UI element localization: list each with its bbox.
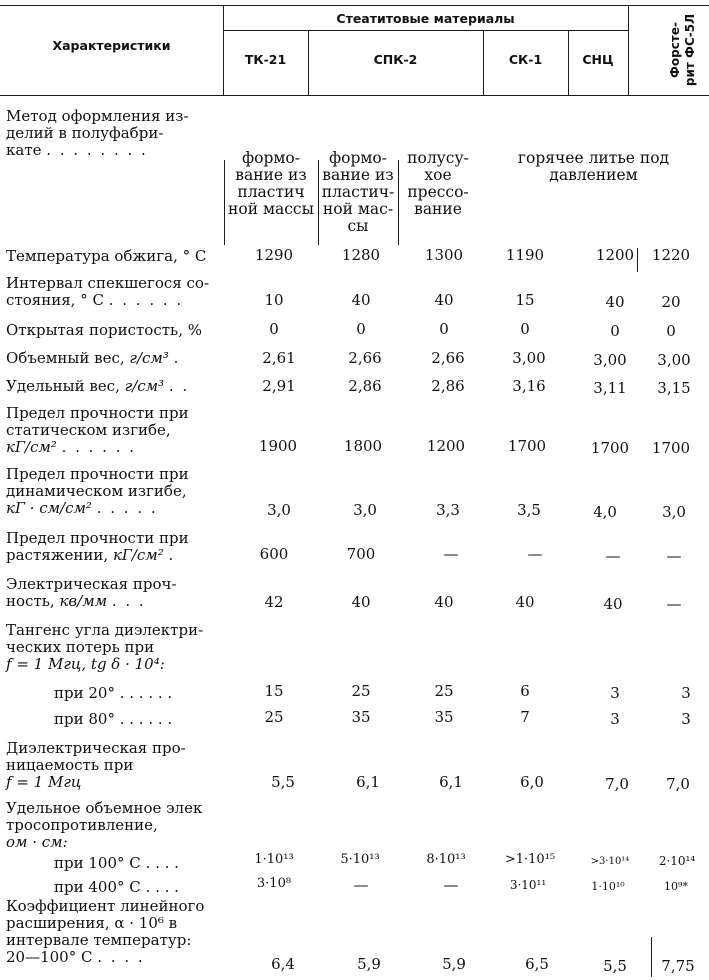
row-15-snc: 1·10¹⁰: [591, 880, 625, 893]
top-rule: [0, 5, 709, 6]
row-3-spk2-b: 2,66: [431, 349, 465, 367]
row-7-spk2-b: —: [443, 545, 459, 563]
label-dynamic-bending: Предел прочности при динамическом изгибе, кГ · см/см² . . . . .: [6, 465, 189, 517]
row-10-sk1: 6: [520, 682, 530, 700]
row-15-fs5l: 10⁹*: [664, 880, 688, 893]
row-12-spk2-a: 6,1: [356, 773, 380, 791]
row-12-spk2-b: 6,1: [439, 773, 463, 791]
row-12-snc: 7,0: [605, 775, 629, 793]
row-5-spk2-b: 1200: [426, 437, 466, 455]
label-static-bending: Предел прочности при статическом изгибе, кГ/см² . . . . . .: [6, 404, 189, 456]
row-4-spk2-b: 2,86: [431, 377, 465, 395]
row-15-sk1: 3·10¹¹: [509, 878, 547, 892]
row-16-spk2-b: 5,9: [442, 955, 466, 973]
row-16-fs5l: 7,75: [661, 957, 695, 975]
row-1-spk2-b: 40: [434, 291, 454, 309]
row-7-fs5l: —: [666, 547, 682, 565]
row-10-snc: 3: [610, 684, 620, 702]
row-0-tk21: 1290: [254, 246, 294, 264]
row-12-tk21: 5,5: [271, 773, 295, 791]
row-7-tk21: 600: [259, 545, 289, 563]
label-porosity: Открытая пористость, %: [6, 321, 202, 339]
row-10-spk2-a: 25: [351, 682, 371, 700]
row-3-spk2-a: 2,66: [348, 349, 382, 367]
label-firing-temp: Температура обжига, ° С: [6, 247, 207, 265]
method-tk21: формо- вание из пластич ной массы: [228, 149, 314, 218]
row-10-spk2-b: 25: [434, 682, 454, 700]
row-0-sk1: 1190: [505, 246, 545, 264]
row-8-fs5l: —: [666, 595, 682, 613]
row-8-tk21: 42: [264, 593, 284, 611]
row-10-tk21: 15: [264, 682, 284, 700]
label-tan-80: при 80° . . . . . .: [54, 710, 173, 728]
row-16-sk1: 6,5: [525, 955, 549, 973]
label-tan-20: при 20° . . . . . .: [54, 684, 173, 702]
row-1-snc: 40: [605, 293, 625, 311]
row-15-spk2-b: —: [443, 876, 459, 894]
row-16-snc: 5,5: [603, 957, 627, 975]
header-col-tk21: ТК-21: [244, 52, 287, 67]
header-characteristics: Характеристики: [52, 38, 171, 53]
label-electric-strength: Электрическая проч- ность, кв/мм . . .: [6, 575, 177, 610]
row-14-snc: >3·10¹⁴: [590, 856, 630, 867]
row-14-sk1: >1·10¹⁵: [504, 852, 556, 867]
row-5-spk2-a: 1800: [343, 437, 383, 455]
row-0-spk2-b: 1300: [424, 246, 464, 264]
method-spk2-drypress: полусу- хое прессо- вание: [407, 149, 469, 218]
row-0-spk2-a: 1280: [341, 246, 381, 264]
row-8-spk2-a: 40: [351, 593, 371, 611]
row-0-snc: 1200: [595, 246, 635, 264]
label-resistivity: Удельное объемное элек тросопротивление, ом · см:: [6, 799, 203, 851]
row-2-fs5l: 0: [666, 322, 676, 340]
row-14-fs5l: 2·10¹⁴: [658, 854, 696, 868]
label-permittivity: Диэлектрическая про- ницаемость при f = 1 Мгц: [6, 739, 186, 791]
label-loss-tangent: Тангенс угла диэлектри- ческих потерь при f = 1 Мгц, tg δ · 10⁴:: [6, 621, 204, 673]
row-8-spk2-b: 40: [434, 593, 454, 611]
row-0-fs5l: 1220: [651, 246, 691, 264]
row-8-sk1: 40: [515, 593, 535, 611]
row-11-snc: 3: [610, 710, 620, 728]
row-6-tk21: 3,0: [267, 501, 291, 519]
row-12-fs5l: 7,0: [666, 775, 690, 793]
row-16-tk21: 6,4: [271, 955, 295, 973]
row-11-spk2-b: 35: [434, 708, 454, 726]
method-hot-casting: горячее литье под давлением: [517, 149, 670, 184]
row-15-spk2-a: —: [353, 876, 369, 894]
label-res-400: при 400° С . . . .: [54, 878, 179, 896]
label-tensile: Предел прочности при растяжении, кГ/см² .: [6, 529, 189, 564]
label-bulk-density: Объемный вес, г/см³ .: [6, 349, 181, 367]
row-1-sk1: 15: [515, 291, 535, 309]
row-3-sk1: 3,00: [512, 349, 546, 367]
row-3-fs5l: 3,00: [657, 351, 691, 369]
row-14-spk2-b: 8·10¹³: [426, 852, 466, 867]
row-6-spk2-a: 3,0: [353, 501, 377, 519]
header-col-spk2: СПК-2: [373, 52, 418, 67]
row-7-snc: —: [605, 547, 621, 565]
row-4-fs5l: 3,15: [657, 379, 691, 397]
method-spk2-plastic: формо- вание из пластич- ной мас- сы: [321, 149, 395, 235]
row-5-sk1: 1700: [507, 437, 547, 455]
row-4-snc: 3,11: [593, 379, 627, 397]
header-col-snc: СНЦ: [582, 52, 614, 67]
row-7-sk1: —: [527, 545, 543, 563]
row-14-spk2-a: 5·10¹³: [340, 852, 380, 867]
row-1-tk21: 10: [264, 291, 284, 309]
row-3-snc: 3,00: [593, 351, 627, 369]
row-11-tk21: 25: [264, 708, 284, 726]
row-2-sk1: 0: [520, 320, 530, 338]
row-11-fs5l: 3: [681, 710, 691, 728]
row-16-spk2-a: 5,9: [357, 955, 381, 973]
header-group: Стеатитовые материалы: [336, 11, 515, 26]
row-1-spk2-a: 40: [351, 291, 371, 309]
row-4-spk2-a: 2,86: [348, 377, 382, 395]
label-specific-gravity: Удельный вес, г/см³ . .: [6, 377, 190, 395]
row-7-spk2-a: 700: [346, 545, 376, 563]
row-3-tk21: 2,61: [262, 349, 296, 367]
label-sinter-interval: Интервал спекшегося со- стояния, ° С . . . . . .: [6, 274, 210, 309]
row-5-snc: 1700: [590, 439, 630, 457]
header-col-sk1: СК-1: [508, 52, 543, 67]
header-divider-5: [628, 5, 629, 95]
label-res-100: при 100° С . . . .: [54, 854, 179, 872]
row-6-spk2-b: 3,3: [436, 501, 460, 519]
row-4-sk1: 3,16: [512, 377, 546, 395]
row-8-snc: 40: [603, 595, 623, 613]
label-thermal-expansion: Коэффициент линейного расширения, α · 10⁶ в интервале температур: 20—100° С . . . .: [6, 897, 205, 966]
row-2-tk21: 0: [269, 320, 279, 338]
label-method: Метод оформления из- делий в полуфабри- кате . . . . . . . .: [6, 107, 189, 159]
row-12-sk1: 6,0: [520, 773, 544, 791]
row-2-spk2-b: 0: [439, 320, 449, 338]
row-6-fs5l: 3,0: [662, 503, 686, 521]
row-6-snc: 4,0: [593, 503, 617, 521]
row-10-fs5l: 3: [681, 684, 691, 702]
row-15-tk21: 3·10⁸: [256, 876, 292, 891]
row-4-tk21: 2,91: [262, 377, 296, 395]
row-14-tk21: 1·10¹³: [254, 852, 294, 867]
row-2-snc: 0: [610, 322, 620, 340]
header-bottom-rule: [0, 95, 709, 96]
row-5-fs5l: 1700: [651, 439, 691, 457]
row-1-fs5l: 20: [661, 293, 681, 311]
row-11-sk1: 7: [520, 708, 530, 726]
header-col-forsterite: Форсте- рит ФС-5Л: [668, 13, 697, 87]
row-2-spk2-a: 0: [356, 320, 366, 338]
row-6-sk1: 3,5: [517, 501, 541, 519]
row-11-spk2-a: 35: [351, 708, 371, 726]
row-5-tk21: 1900: [258, 437, 298, 455]
